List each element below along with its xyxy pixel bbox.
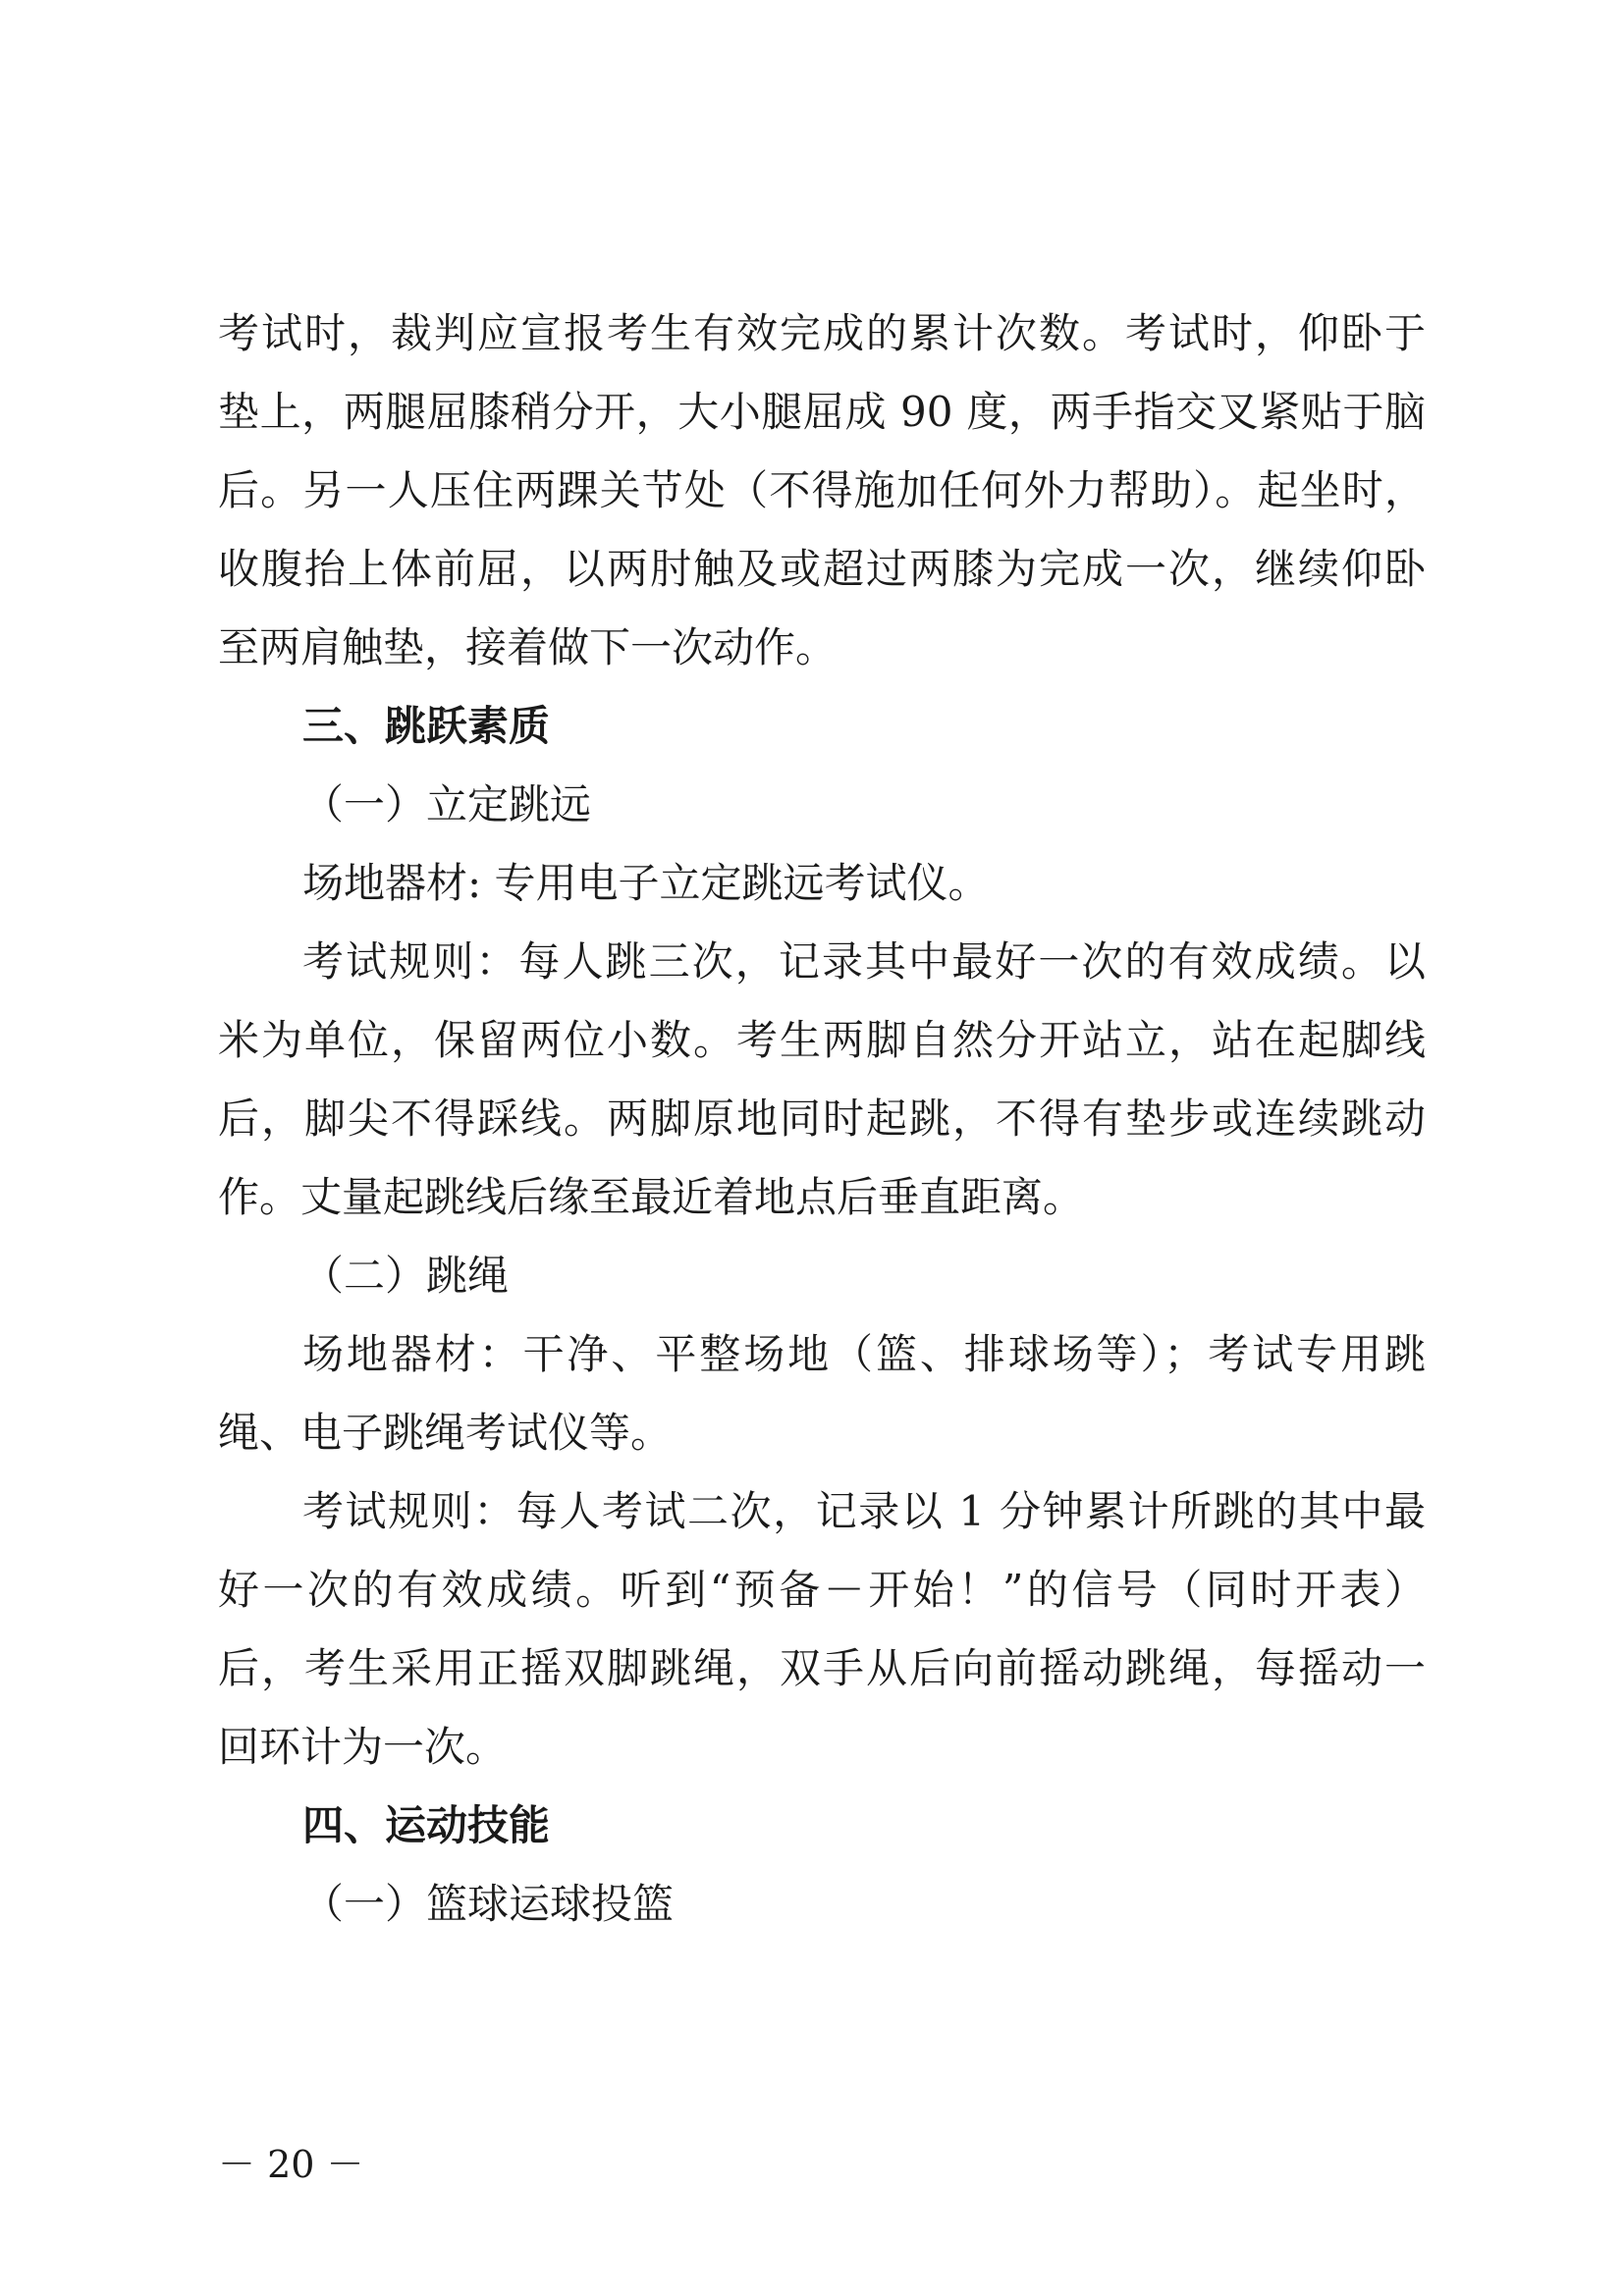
text-line: 后。另一人压住两踝关节处（不得施加任何外力帮助）。起坐时， (218, 466, 1426, 514)
text-line: 作。丈量起跳线后缘至最近着地点后垂直距离。 (218, 1173, 1085, 1221)
text-line: 绳、电子跳绳考试仪等。 (218, 1409, 673, 1457)
sit-up-rules-paragraph (218, 294, 1426, 687)
section-heading-jumping: 三、跳跃素质 (302, 702, 551, 750)
subheading-rope-skipping: （二）跳绳 (302, 1252, 510, 1300)
long-jump-rules-paragraph (218, 923, 1426, 1237)
text-line: 好一次的有效成绩。听到“预备－开始！”的信号（同时开表） (218, 1566, 1426, 1614)
document-body (218, 294, 1426, 1944)
text-line: 后，考生采用正摇双脚跳绳，双手从后向前摇动跳绳，每摇动一 (218, 1644, 1426, 1692)
rope-skipping-equipment-paragraph (218, 1315, 1426, 1472)
text-line: 场地器材: 专用电子立定跳远考试仪。 (302, 859, 990, 907)
subheading-standing-long-jump: （一）立定跳远 (302, 780, 592, 828)
text-line: 考试规则：每人考试二次，记录以 1 分钟累计所跳的其中最 (302, 1487, 1426, 1535)
text-line: 后，脚尖不得踩线。两脚原地同时起跳，不得有垫步或连续跳动 (218, 1095, 1426, 1143)
text-line: 场地器材：干净、平整场地（篮、排球场等）；考试专用跳 (302, 1330, 1426, 1378)
text-line: 考试规则：每人跳三次，记录其中最好一次的有效成绩。以 (302, 937, 1426, 986)
text-line: 考试时，裁判应宣报考生有效完成的累计次数。考试时，仰卧于 (218, 309, 1426, 357)
text-line: 收腹抬上体前屈，以两肘触及或超过两膝为完成一次，继续仰卧 (218, 545, 1426, 593)
text-line: 回环计为一次。 (218, 1723, 508, 1771)
text-line: 垫上，两腿屈膝稍分开，大小腿屈成 90 度，两手指交叉紧贴于脑 (218, 388, 1426, 436)
text-line: 至两肩触垫，接着做下一次动作。 (218, 623, 838, 671)
long-jump-equipment-paragraph (218, 844, 1426, 923)
section-heading-sports-skills: 四、运动技能 (302, 1801, 551, 1849)
text-line: 米为单位，保留两位小数。考生两脚自然分开站立，站在起脚线 (218, 1016, 1426, 1064)
subheading-basketball-dribble-shoot: （一）篮球运球投篮 (302, 1880, 675, 1928)
rope-skipping-rules-paragraph (218, 1472, 1426, 1787)
page-number: － 20 － (218, 2143, 364, 2186)
